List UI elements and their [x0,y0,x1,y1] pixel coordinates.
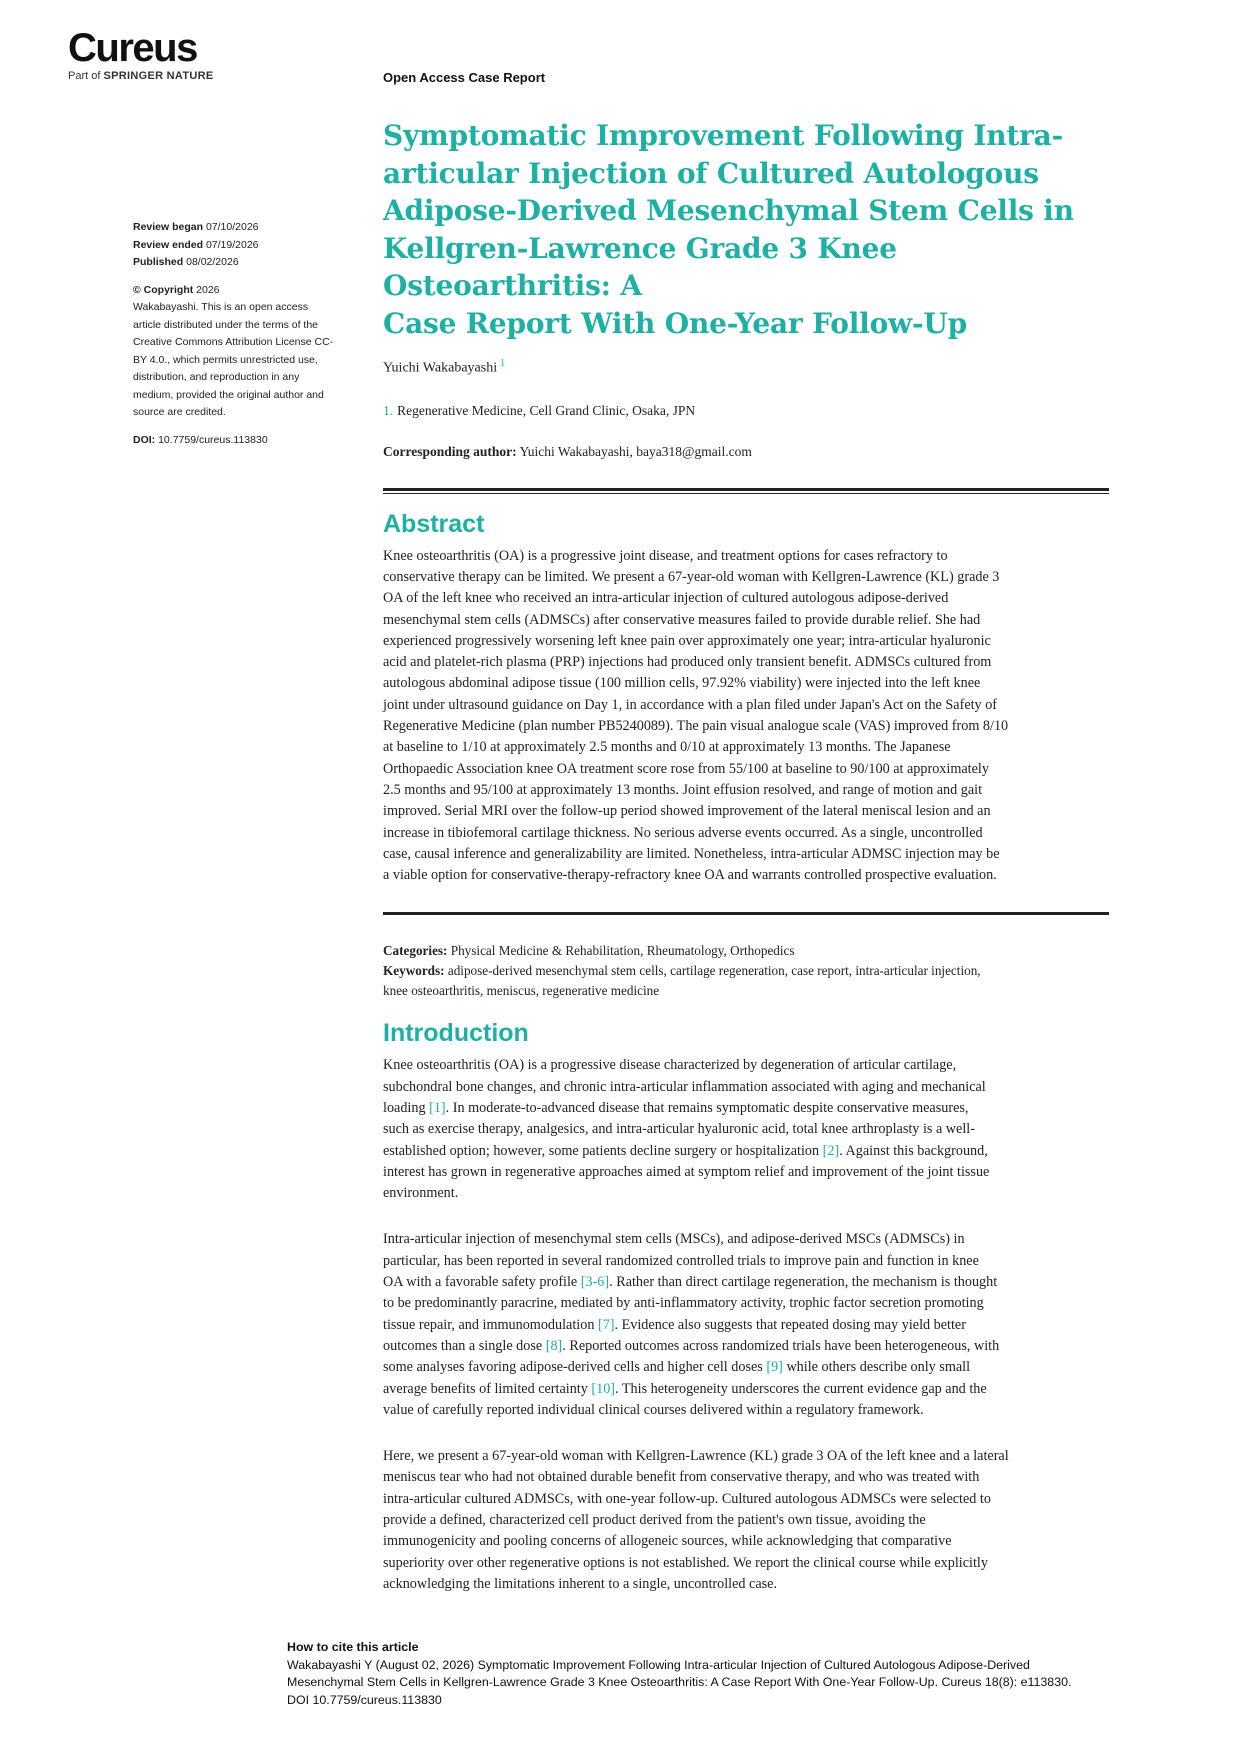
citation-line: DOI 10.7759/cureus.113830 [287,1692,442,1707]
sidebar [133,219,348,449]
corresponding-author: Corresponding author: Yuichi Wakabayashi, baya318@gmail.com [383,443,752,459]
license-line: distribution, and reproduction in any [133,371,300,383]
author-name[interactable]: Yuichi Wakabayashi [383,360,498,376]
license-line: article distributed under the terms of the [133,318,319,331]
license-line: BY 4.0., which permits unrestricted use, [133,353,318,366]
introduction-paragraph-3: Here, we present a 67-year-old woman with Kellgren-Lawrence (KL) grade 3 OA of the left knee and a lateral meniscus tear who had not obtained durable benefit from conservative therapy, and who was treated with intra-articular cultured ADMSCs, with one-year follow-up. Cultured autologous ADMSCs were selected to provide a defined, characterized cell product derived from the patient's own tissue, avoiding the immunogenicity and pooling concerns of allogeneic sources, while acknowledging that comparative superiority over other regenerative options is not established. We report the clinical course while explicitly acknowledging the limitations inherent to a single, uncontrolled case. [383,1448,1009,1592]
how-to-cite [287,1639,1187,1709]
license-line: Wakabayashi. This is an open access [133,301,309,313]
author-affiliation-sup: 1 [500,358,506,369]
article-title: Symptomatic Improvement Following Intra- articular Injection of Cultured Autologous Adipose-Derived Mesenchymal Stem Cells in Kellgren-Lawrence Grade 3 Knee Osteoarthritis: A Case Report With One-Year Follow-Up [383,119,1074,340]
published-date: Published 08/02/2026 [133,256,239,268]
affiliation: 1. Regenerative Medicine, Cell Grand Clinic, Osaka, JPN [383,402,696,418]
keywords: Keywords: adipose-derived mesenchymal stem cells, cartilage regeneration, case report, intra-articular injection, [383,963,981,979]
citation-line: Mesenchymal Stem Cells in Kellgren-Lawrence Grade 3 Knee Osteoarthritis: A Case Report With One-Year Follow-Up. Cureus 18(8): e113830. [287,1675,1072,1689]
reference-link[interactable]: [10] [591,1380,616,1397]
section-divider [383,912,1109,915]
reference-link[interactable]: [9] [766,1359,783,1376]
review-began: Review began 07/10/2026 [133,221,259,233]
main-column [383,117,1109,1595]
how-to-cite-title: How to cite this article [287,1640,419,1654]
citation-line: Wakabayashi Y (August 02, 2026) Symptomatic Improvement Following Intra-articular Injection of Cultured Autologous Adipose-Derived [287,1657,1030,1672]
logo-sub-prefix: Part of [68,70,101,82]
abstract-text: Knee osteoarthritis (OA) is a progressive joint disease, and treatment options for cases refractory to conservative therapy can be limited. We present a 67-year-old woman with Kellgren-Lawrence (KL) grade 3 OA of the left knee who received an intra-articular injection of cultured autologous adipose-derived mesenchymal stem cells (ADMSCs) after conservative measures failed to provide durable relief. She had experienced progressively worsening left knee pain over approximately one year; intra-articular hyaluronic acid and platelet-rich plasma (PRP) injections had produced only transient benefit. ADMSCs cultured from autologous abdominal adipose tissue (100 million cells, 97.92% viability) were injected into the left knee joint under ultrasound guidance on Day 1, in accordance with a plan filed under Japan's Act on the Safety of Regenerative Medicine (plan number PB5240089). The pain visual analogue scale (VAS) improved from 8/10 at baseline to 1/10 at approximately 2.5 months and 0/10 at approximately 13 months. The Japanese Orthopaedic Association knee OA treatment score rose from 55/100 at baseline to 90/100 at approximately 2.5 months and 95/100 at approximately 13 months. Joint effusion resolved, and range of motion and gait improved. Serial MRI over the follow-up period showed improvement of the lateral meniscal lesion and an increase in tibiofemoral cartilage thickness. No serious adverse events occurred. As a single, uncontrolled case, causal inference and generalizability are limited. Nonetheless, intra-articular ADMSC injection may be a viable option for conservative-therapy-refractory knee OA and warrants controlled prospective evaluation. [383,547,1009,884]
reference-link[interactable]: [8] [545,1337,563,1354]
license-line: Creative Commons Attribution License CC- [133,336,334,348]
abstract-heading: Abstract [383,509,485,538]
copyright: © Copyright 2026 [133,283,220,296]
reference-link[interactable]: [2] [822,1142,840,1159]
article-meta [383,941,1109,1001]
doi-link[interactable]: 10.7759/cureus.113830 [158,433,268,446]
review-ended: Review ended 07/19/2026 [133,238,259,251]
doi: DOI: 10.7759/cureus.113830 [133,433,268,446]
article-type: Open Access Case Report [383,70,546,85]
section-divider [383,488,1109,494]
license-line: medium, provided the original author and [133,388,324,401]
logo-sub-brand: SPRINGER NATURE [103,70,214,82]
introduction-paragraph-2: Intra-articular injection of mesenchymal stem cells (MSCs), and adipose-derived MSCs (ADMSCs) in particular, has been reported in several randomized controlled trials to improve pain and function in knee OA with a favorable safety profile [3-6]. Rather than direct cartilage regeneration, the mechanism is thought to be predominantly paracrine, mediated by anti-inflammatory activity, trophic factor secretion promoting tissue repair, and immunomodulation [7]. Evidence also suggests that repeated dosing may yield better outcomes than a single dose [8]. Reported outcomes across randomized trials have been heterogeneous, with some analyses favoring adipose-derived cells and higher cell doses [9] while others describe only small average benefits of limited certainty [10]. This heterogeneity underscores the current evidence gap and the value of carefully reported individual clinical courses delivered within a regulatory framework. [383,1231,1000,1418]
reference-link[interactable]: [7] [597,1316,615,1333]
author [383,358,1109,377]
introduction-paragraph-1: Knee osteoarthritis (OA) is a progressive disease characterized by degeneration of articular cartilage, subchondral bone changes, and chronic intra-articular inflammation associated with aging and mechanical loading [1]. In moderate-to-advanced disease that remains symptomatic despite conservative measures, such as exercise therapy, analgesics, and intra-articular hyaluronic acid, total knee arthroplasty is a well- established option; however, some patients decline surgery or hospitalization [2]. Against this background, interest has grown in regenerative approaches aimed at symptom relief and improvement of the joint tissue environment. [383,1057,990,1202]
keywords-continued: knee osteoarthritis, meniscus, regenerative medicine [383,983,660,999]
logo-wordmark: Cureus [68,26,197,70]
categories: Categories: Physical Medicine & Rehabilitation, Rheumatology, Orthopedics [383,943,795,959]
reference-link[interactable]: [1] [429,1100,446,1116]
introduction-heading: Introduction [383,1019,529,1048]
logo-subtitle [68,70,214,82]
license-line: source are credited. [133,406,226,418]
cureus-logo [68,26,214,82]
reference-link[interactable]: [3-6] [580,1274,610,1291]
